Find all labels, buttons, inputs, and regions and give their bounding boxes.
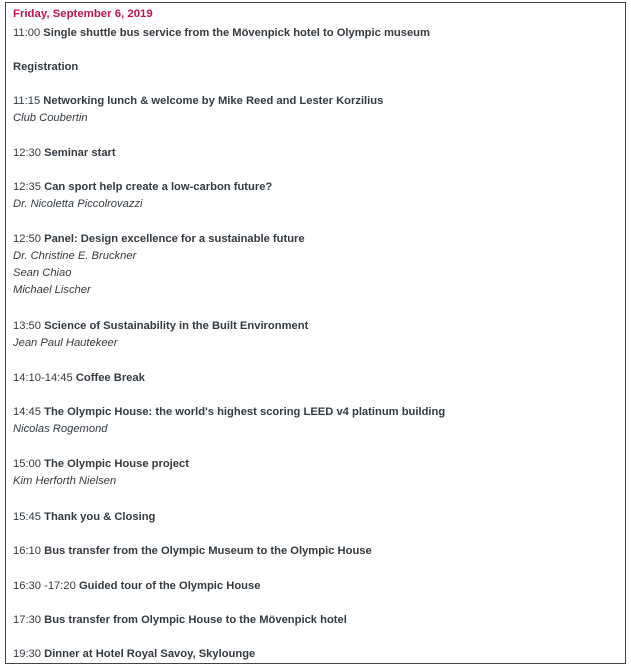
entry-time: 12:50 xyxy=(13,233,41,245)
entry-time: 12:35 xyxy=(13,181,41,193)
entry-speaker: Michael Lischer xyxy=(13,284,91,296)
agenda-entry xyxy=(13,231,305,299)
agenda-entry xyxy=(13,25,430,42)
entry-time: 14:45 xyxy=(13,406,41,418)
agenda-entry xyxy=(13,612,347,629)
entry-title: Panel: Design excellence for a sustainable future xyxy=(44,233,305,245)
entry-time: 11:00 xyxy=(13,27,41,39)
agenda-entry xyxy=(13,93,383,127)
entry-speaker: Nicolas Rogemond xyxy=(13,423,108,435)
entry-time: 12:30 xyxy=(13,147,41,159)
agenda-entry xyxy=(13,578,260,595)
entry-title: Guided tour of the Olympic House xyxy=(78,580,261,592)
entry-title: The Olympic House: the world's highest scoring LEED v4 platinum building xyxy=(44,406,446,418)
agenda-entry xyxy=(13,646,255,663)
entry-time: 15:00 xyxy=(13,458,41,470)
agenda-entry xyxy=(13,543,372,560)
entry-title: Seminar start xyxy=(44,147,116,159)
agenda-frame xyxy=(5,2,626,664)
entry-speaker: Dr. Christine E. Bruckner xyxy=(13,250,137,262)
agenda-entry xyxy=(13,145,116,162)
entry-time: 14:10-14:45 xyxy=(13,372,73,384)
agenda-entry xyxy=(13,456,189,490)
agenda-entry xyxy=(13,179,272,213)
agenda-entry xyxy=(13,370,145,387)
agenda-entry xyxy=(13,318,308,352)
agenda-entry xyxy=(13,59,78,76)
entry-speaker: Club Coubertin xyxy=(13,112,88,124)
entry-time: 16:10 xyxy=(13,545,41,557)
entry-speaker: Jean Paul Hautekeer xyxy=(13,337,118,349)
entry-title: The Olympic House project xyxy=(44,458,189,470)
entry-time: 19:30 xyxy=(13,648,41,660)
entry-title: Registration xyxy=(13,61,79,73)
agenda-date: Friday, September 6, 2019 xyxy=(13,8,153,20)
entry-speaker: Sean Chiao xyxy=(13,267,72,279)
entry-speaker: Kim Herforth Nielsen xyxy=(13,475,117,487)
entry-title: Dinner at Hotel Royal Savoy, Skylounge xyxy=(44,648,256,660)
entry-speaker: Dr. Nicoletta Piccolrovazzi xyxy=(13,198,143,210)
entry-title: Bus transfer from the Olympic Museum to the Olympic House xyxy=(44,545,372,557)
entry-title: Single shuttle bus service from the Mövenpick hotel to Olympic museum xyxy=(43,27,430,39)
entry-title: Coffee Break xyxy=(75,372,145,384)
agenda-entry xyxy=(13,509,155,526)
entry-title: Science of Sustainability in the Built Environment xyxy=(44,320,309,332)
entry-time: 11:15 xyxy=(13,95,41,107)
entry-time: 15:45 xyxy=(13,511,41,523)
entry-title: Networking lunch & welcome by Mike Reed and Lester Korzilius xyxy=(43,95,384,107)
entry-time: 16:30 -17:20 xyxy=(13,580,76,592)
entry-title: Thank you & Closing xyxy=(44,511,156,523)
entry-title: Can sport help create a low-carbon future? xyxy=(44,181,273,193)
agenda-entry xyxy=(13,404,445,438)
entry-time: 17:30 xyxy=(13,614,41,626)
entry-title: Bus transfer from Olympic House to the Mövenpick hotel xyxy=(44,614,347,626)
entry-time: 13:50 xyxy=(13,320,41,332)
